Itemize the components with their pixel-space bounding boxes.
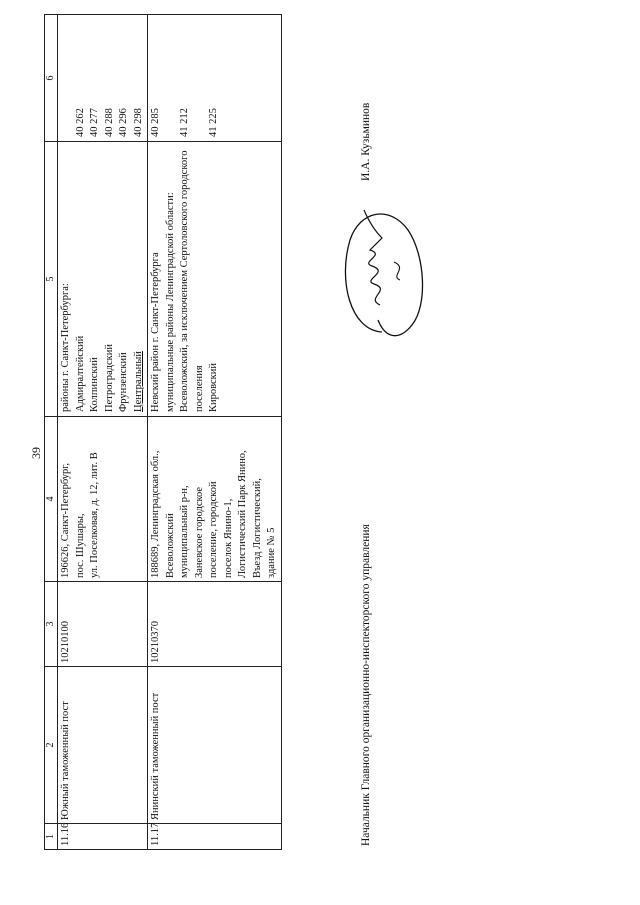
customs-post-name: Южный таможенный пост — [58, 667, 148, 824]
served-territories — [148, 142, 282, 417]
territory-codes — [148, 15, 282, 142]
address-line: здание № 5 — [266, 527, 277, 578]
territory-name: Всеволожский, за исключением Сертоловского городского поселения — [179, 150, 205, 412]
column-number-5: 5 — [45, 142, 58, 417]
column-number-1: 1 — [45, 824, 58, 850]
territory-header: Невский район г. Санкт-Петербурга — [150, 252, 161, 412]
post-address — [148, 417, 282, 582]
table-row — [58, 15, 148, 850]
territory-code: 40 277 — [89, 108, 100, 137]
territory-name: Кировский — [208, 362, 219, 412]
address-line: Заневское городское — [193, 486, 205, 578]
address-line: Логистический Парк Янино, — [237, 450, 248, 578]
territory-subheader: муниципальные районы Ленинградской области: — [164, 192, 176, 412]
row-id: 11.16 — [58, 824, 148, 850]
territory-code: 41 225 — [208, 108, 219, 137]
territory-code: 40 262 — [74, 108, 86, 137]
column-number-2: 2 — [45, 667, 58, 824]
address-line: 196626, Санкт-Петербург, — [60, 462, 71, 578]
signatory-position: Начальник Главного организационно-инспекторского управления — [360, 524, 372, 846]
address-line: ул. Поселковая, д. 12, лит. В — [89, 452, 100, 578]
row-id: 11.17 — [148, 824, 282, 850]
handwritten-signature — [320, 200, 440, 350]
territory-code: 40 288 — [103, 108, 115, 137]
post-code: 10210370 — [148, 582, 282, 667]
territory-code: 40 296 — [118, 108, 129, 137]
address-line: Всеволожский — [164, 513, 176, 578]
territory-header: районы г. Санкт-Петербурга: — [60, 283, 71, 412]
customs-posts-table — [44, 14, 282, 850]
served-territories — [58, 142, 148, 417]
signatory-name: И.А. Кузьминов — [360, 102, 372, 181]
territory-name: Адмиралтейский — [74, 335, 86, 412]
address-line: поселок Янино-1, — [222, 498, 234, 578]
territory-name: Петроградский — [103, 343, 115, 412]
address-line: Въезд Логистический, — [251, 478, 263, 578]
territory-code: 41 212 — [179, 108, 190, 137]
territory-codes — [58, 15, 148, 142]
post-address — [58, 417, 148, 582]
address-line: поселение, городской — [208, 481, 219, 578]
column-number-4: 4 — [45, 417, 58, 582]
table-header-row — [45, 15, 58, 850]
address-line: пос. Шушары, — [74, 513, 86, 578]
territory-code: 40 285 — [150, 108, 161, 137]
address-line: муниципальный р-н, — [179, 485, 190, 578]
column-number-3: 3 — [45, 582, 58, 667]
post-code: 10210100 — [58, 582, 148, 667]
table-row — [148, 15, 282, 850]
page-number: 39 — [29, 447, 43, 459]
customs-post-name: Янинский таможенный пост — [148, 667, 282, 824]
address-line: 188689, Ленинградская обл., — [150, 450, 161, 578]
territory-code: 40 298 — [132, 108, 144, 137]
column-number-6: 6 — [45, 15, 58, 142]
territory-name: Колпинский — [89, 357, 100, 412]
territory-name: Центральный — [132, 351, 144, 412]
territory-name: Фрунзенский — [118, 352, 129, 412]
